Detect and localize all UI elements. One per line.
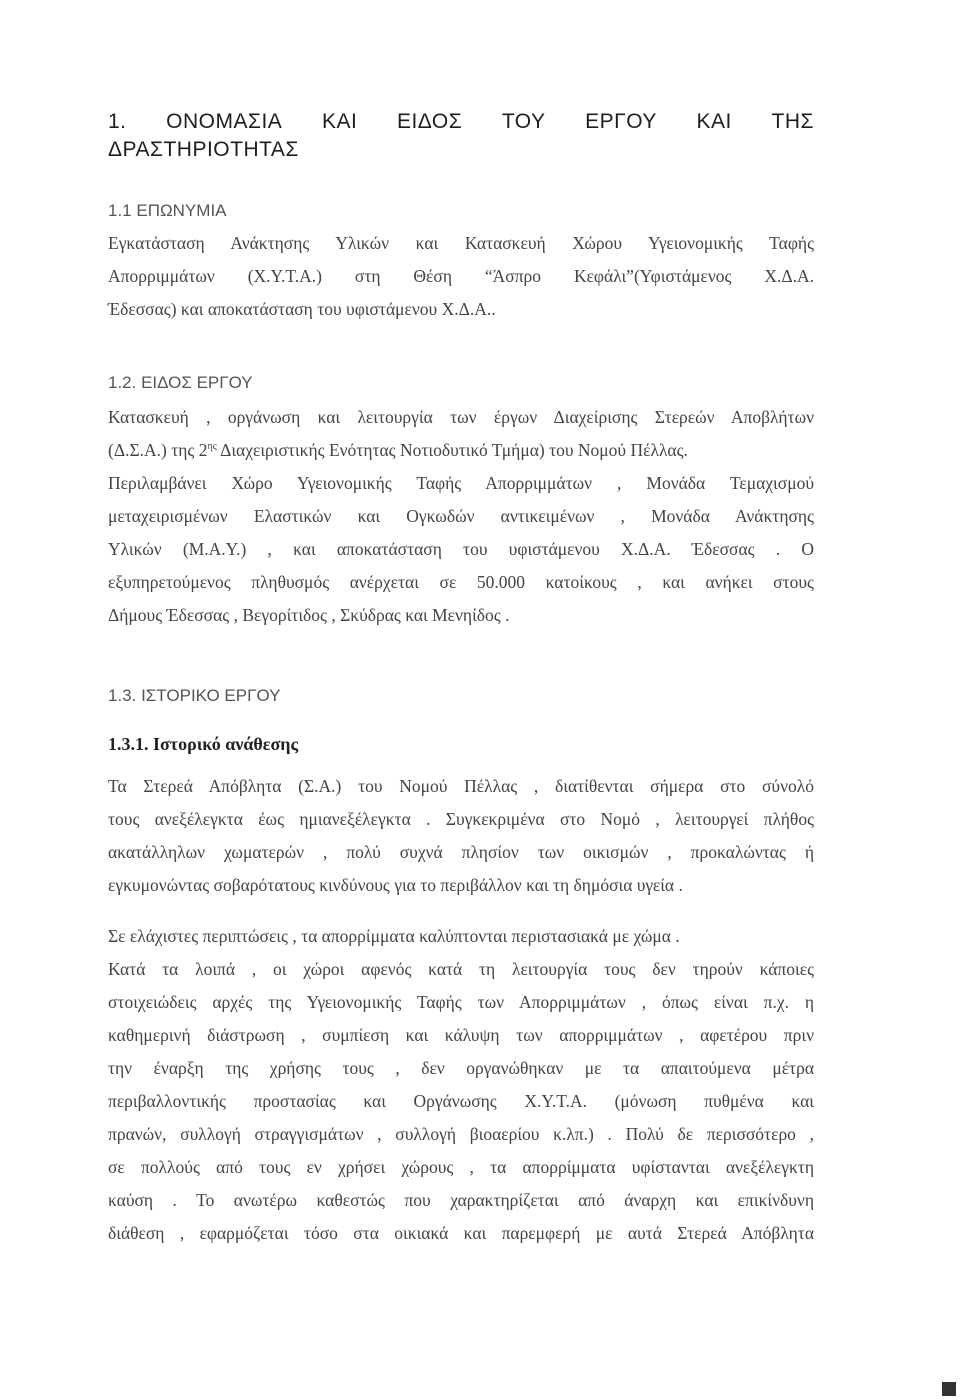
history-paragraph-1 bbox=[108, 770, 814, 902]
text-line: εξυπηρετούμενος πληθυσμός ανέρχεται σε 50.000 κατοίκους , και ανήκει στους bbox=[108, 572, 814, 592]
section-title-1-2: 1.2. ΕΙΔΟΣ ΕΡΓΟΥ bbox=[108, 373, 253, 392]
text-line: πρανών, συλλογή στραγγισμάτων , συλλογή βιοαερίου κ.λπ.) . Πολύ δε περισσότερο , bbox=[108, 1124, 814, 1144]
text-line: μεταχειρισμένων Ελαστικών και Ογκωδών αντικειμένων , Μονάδα Ανάκτησης bbox=[108, 506, 814, 526]
heading-word: ΤΟΥ bbox=[501, 110, 546, 133]
text-line: εγκυμονώντας σοβαρότατους κινδύνους για το περιβάλλον και τη δημόσια υγεία . bbox=[108, 875, 683, 895]
text-line: διάθεση , εφαρμόζεται τόσο στα οικιακά και παρεμφερή με αυτά Στερεά Απόβλητα bbox=[108, 1223, 814, 1243]
text-line: στοιχειώδεις αρχές της Υγειονομικής Ταφής των Απορριμμάτων , όπως είναι π.χ. η bbox=[108, 992, 814, 1012]
text-fragment: Διαχειριστικής Ενότητας Νοτιοδυτικό Τμήμα) του Νομού Πέλλας. bbox=[216, 440, 688, 460]
text-line: Τα Στερεά Απόβλητα (Σ.Α.) του Νομού Πέλλας , διατίθενται σήμερα στο σύνολό bbox=[108, 776, 814, 796]
text-line: ακατάλληλων χωματερών , πολύ συχνά πλησίον των οικισμών , προκαλώντας ή bbox=[108, 842, 814, 862]
heading-word: ΚΑΙ bbox=[321, 110, 358, 133]
heading-word: ΟΝΟΜΑΣΙΑ bbox=[166, 110, 283, 133]
chapter-heading bbox=[108, 108, 814, 164]
heading-line-2: ΔΡΑΣΤΗΡΙΟΤΗΤΑΣ bbox=[108, 138, 299, 161]
text-line: Έδεσσας) και αποκατάσταση του υφιστάμενου Χ.Δ.Α.. bbox=[108, 299, 496, 319]
text-line: περιβαλλοντικής προστασίας και Οργάνωσης Χ.Υ.Τ.Α. (μόνωση πυθμένα και bbox=[108, 1091, 814, 1111]
heading-word: ΤΗΣ bbox=[771, 110, 814, 133]
text-line: Σε ελάχιστες περιπτώσεις , τα απορρίμματα καλύπτονται περιστασιακά με χώμα . bbox=[108, 926, 680, 946]
text-line: την έναρξη της χρήσης τους , δεν οργανώθηκαν με τα απαιτούμενα μέτρα bbox=[108, 1058, 814, 1078]
text-line: Υλικών (Μ.Α.Υ.) , και αποκατάσταση του υφιστάμενου Χ.Δ.Α. Έδεσσας . Ο bbox=[108, 539, 814, 559]
text-line: καύση . Το ανωτέρω καθεστώς που χαρακτηρίζεται από άναρχη και επικίνδυνη bbox=[108, 1190, 814, 1210]
text-line: τους ανεξέλεγκτα έως ημιανεξέλεγκτα . Συγκεκριμένα στο Νομό , λειτουργεί πλήθος bbox=[108, 809, 814, 829]
history-paragraph-2 bbox=[108, 920, 814, 1250]
section-title-1-1: 1.1 ΕΠΩΝΥΜΙΑ bbox=[108, 201, 227, 220]
text-line: Περιλαμβάνει Χώρο Υγειονομικής Ταφής Απορριμμάτων , Μονάδα Τεμαχισμού bbox=[108, 473, 814, 493]
text-line: καθημερινή διάστρωση , συμπίεση και κάλυψη των απορριμμάτων , αφετέρου πριν bbox=[108, 1025, 814, 1045]
text-line: Απορριμμάτων (Χ.Υ.Τ.Α.) στη Θέση “Άσπρο Κεφάλι”(Υφιστάμενος Χ.Δ.Α. bbox=[108, 266, 814, 286]
heading-word: ΕΙΔΟΣ bbox=[396, 110, 463, 133]
heading-word: ΚΑΙ bbox=[696, 110, 732, 133]
text-line: Κατασκευή , οργάνωση και λειτουργία των έργων Διαχείρισης Στερεών Αποβλήτων bbox=[108, 407, 814, 427]
subsection-title-1-3-1: 1.3.1. Ιστορικό ανάθεσης bbox=[108, 734, 299, 754]
text-line: Κατά τα λοιπά , οι χώροι αφενός κατά τη λειτουργία τους δεν τηρούν κάποιες bbox=[108, 959, 814, 979]
text-line bbox=[108, 434, 814, 467]
text-line: Εγκατάσταση Ανάκτησης Υλικών και Κατασκευή Χώρου Υγειονομικής Ταφής bbox=[108, 233, 814, 253]
text-line: Δήμους Έδεσσας , Βεγορίτιδος , Σκύδρας και Μενηίδος . bbox=[108, 605, 510, 625]
heading-word: 1. bbox=[108, 110, 127, 133]
text-line: σε πολλούς από τους εν χρήσει χώρους , τα απορρίμματα υφίστανται ανεξέλεγκτη bbox=[108, 1157, 814, 1177]
section-1-2-text bbox=[108, 401, 814, 632]
heading-word: ΕΡΓΟΥ bbox=[585, 110, 657, 133]
superscript: ης bbox=[207, 441, 217, 453]
text-fragment: (Δ.Σ.Α.) της 2 bbox=[108, 440, 208, 460]
section-title-1-3: 1.3. ΙΣΤΟΡΙΚΟ ΕΡΓΟΥ bbox=[108, 686, 281, 705]
scan-corner-mark bbox=[942, 1382, 956, 1396]
section-1-1-text bbox=[108, 227, 814, 326]
